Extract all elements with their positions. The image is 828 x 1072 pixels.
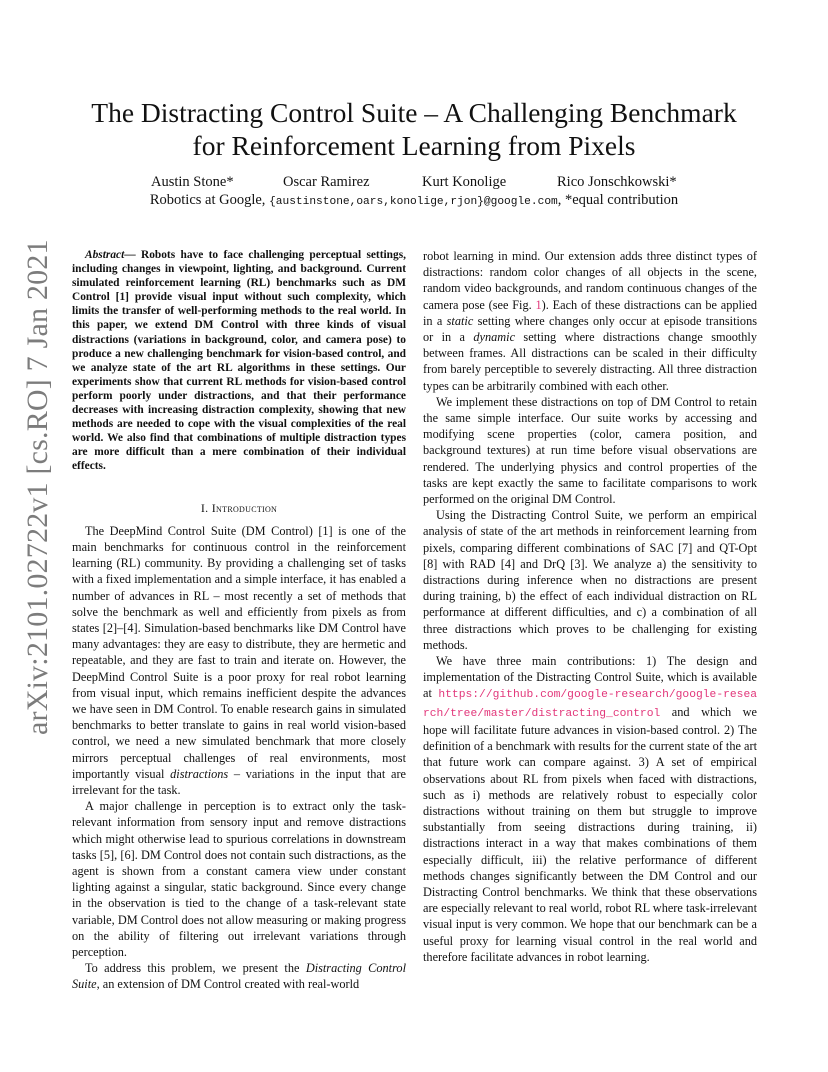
- author-name: Rico Jonschkowski*: [557, 174, 677, 190]
- emphasis-text: dynamic: [473, 330, 516, 345]
- title-line-2: for Reinforcement Learning from Pixels: [192, 130, 636, 161]
- paper-title: [60, 96, 768, 162]
- contribution-note: , *equal contribution: [557, 192, 679, 208]
- paragraph-text: robot learning in mind. Our extension adds three distinct types of distractions: random color changes of all objects in the scene, random video backgrounds, and random continuous changes of the camera pose (see Fig.: [423, 249, 757, 312]
- paragraph-text: The DeepMind Control Suite (DM Control) [1] is one of the main benchmarks for continuous control in the reinforcement learning (RL) community. By providing a challenging set of tasks with a fixed implementation and a simple interface, it has enabled a number of advances in RL – most recently a set of methods that solve the benchmark as well and efficiently from pixels as from states [2]–[4]. Simulation-based benchmarks like DM Control have many advantages: they are easy to distribute, they are hermetic and repeatable, and they are fast to train and iterate on. However, the DeepMind Control Suite is a poor proxy for real robot learning from visual input, which remains inefficient despite the advances we have seen in DM Control. To enable research gains in simulated benchmarks to better translate to gains in real world vision-based control, we need a new simulated benchmark that more closely mirrors perceptual challenges of real environments, most importantly visual: [72, 523, 406, 781]
- title-line-1: The Distracting Control Suite – A Challenging Benchmark: [91, 97, 737, 128]
- intro-paragraph: A major challenge in perception is to extract only the task-relevant information from sensory input and remove distractions which might otherwise lead to spurious correlations in downstream tasks [5], [6]. DM Control does not contain such distractions, as the agent is shown from a constant camera view under constant lighting against a singular, static background. Since every change in the observation is tied to the change of a task-relevant state variable, DM Control does not allow measuring or making progress on the ability of filtering out irrelevant variations through perception.: [72, 799, 406, 959]
- author-name: Kurt Konolige: [422, 174, 507, 190]
- author-name: Austin Stone*: [151, 174, 234, 190]
- intro-paragraph: [72, 523, 406, 798]
- paragraph-text: , an extension of DM Control created with real-world: [96, 977, 360, 992]
- paragraph-text: We have three main contributions: 1) The design and implementation of the Distracting Control Suite, which is available at: [423, 654, 757, 701]
- section-title: Introduction: [211, 500, 278, 515]
- intro-paragraph: [423, 248, 757, 394]
- intro-paragraph: [72, 960, 406, 992]
- abstract-lead: Abstract: [85, 249, 125, 261]
- right-column: [423, 248, 757, 965]
- section-heading: [72, 500, 406, 516]
- paragraph-text: – variations in the input that are irrelevant for the task.: [72, 766, 406, 797]
- left-column: [72, 248, 406, 993]
- abstract-text: — Robots have to face challenging perceptual settings, including changes in viewpoint, lighting, and background. Current simulated reinforcement learning (RL) benchmarks such as DM Control [1] provide visual input without such complexity, which limits the transfer of well-performing methods to the real world. In this paper, we extend DM Control with three kinds of visual distractions (variations in background, color, and camera pose) to produce a new challenging benchmark for vision-based control, and we analyze state of the art RL algorithms in these settings. Our experiments show that current RL methods for vision-based control perform poorly under distractions, and that their performance decreases with increasing distraction complexity, showing that new methods are needed to cope with the visual complexities of the real world. We also find that combinations of multiple distraction types are more difficult than a mere combination of their individual effects.: [72, 249, 406, 473]
- emphasis-text: static: [446, 313, 474, 328]
- intro-paragraph: We implement these distractions on top of DM Control to retain the same simple interface. Our suite works by accessing and modifying scene properties (color, camera position, and background textures) at run time before visual observations are rendered. The underlying physics and control properties of the tasks are kept exactly the same to facilitate comparisons to work performed on the original DM Control.: [423, 394, 757, 507]
- paragraph-text: setting where changes only occur at episode transitions or in a: [423, 313, 758, 345]
- intro-paragraph: [423, 653, 757, 965]
- abstract: [72, 248, 406, 474]
- affiliation-text: Robotics at Google,: [149, 192, 270, 208]
- paragraph-text: ). Each of these distractions can be applied in a: [423, 297, 757, 328]
- email-addresses: {austinstone,oars,konolige,rjon}@google.com: [269, 196, 558, 208]
- paragraph-text: setting where distractions change smoothly between frames. All distractions can be scaled in their difficulty from barely perceptible to severely distracting. All three distraction types can be arbitrarily combined with each other.: [423, 330, 757, 393]
- section-number: I.: [200, 500, 212, 515]
- paragraph-text: and which we hope will facilitate future advances in vision-based control. 2) The definition of a benchmark with results for the current state of the art that future work can compare against. 3) A set of empirical observations about RL from pixels when faced with distractions, such as i) methods are relatively robust to especially color distractions without training on them but struggle to improve substantially from seeing distractions during training, ii) distractions interact in a way that makes combinations of them especially difficult, iii) the relative performance of different methods changes significantly between the DM Control and our Distracting Control benchmarks. We think that these observations are especially relevant to real world, robot RL where task-irrelevant visual input is very common. We hope that our benchmark can be a useful proxy for learning visual control in the real world and therefore facilitate advances in robot learning.: [423, 704, 757, 964]
- intro-paragraph: Using the Distracting Control Suite, we perform an empirical analysis of state of the art methods in reinforcement learning from pixels, comparing different combinations of SAC [7] and QT-Opt [8] with RAD [4] and DrQ [3]. We analyze a) the sensitivity to distractions during inference when no distractions are present during training, b) the effect of each individual distraction on RL performance at different difficulties, and c) a combination of all three distractions which proves to be challenging for existing methods.: [423, 508, 757, 652]
- arxiv-side-identifier: arXiv:2101.02722v1 [cs.RO] 7 Jan 2021: [21, 239, 54, 735]
- github-link[interactable]: https://github.com/google-research/google-research/tree/master/distracting_control: [423, 689, 757, 720]
- paragraph-text: To address this problem, we present the: [85, 961, 306, 976]
- figure-reference-link[interactable]: 1: [535, 297, 542, 312]
- emphasis-text: Distracting Control Suite: [72, 961, 406, 992]
- author-name: Oscar Ramirez: [283, 174, 370, 190]
- affiliation-line: [60, 190, 768, 212]
- emphasis-text: distractions: [170, 766, 229, 781]
